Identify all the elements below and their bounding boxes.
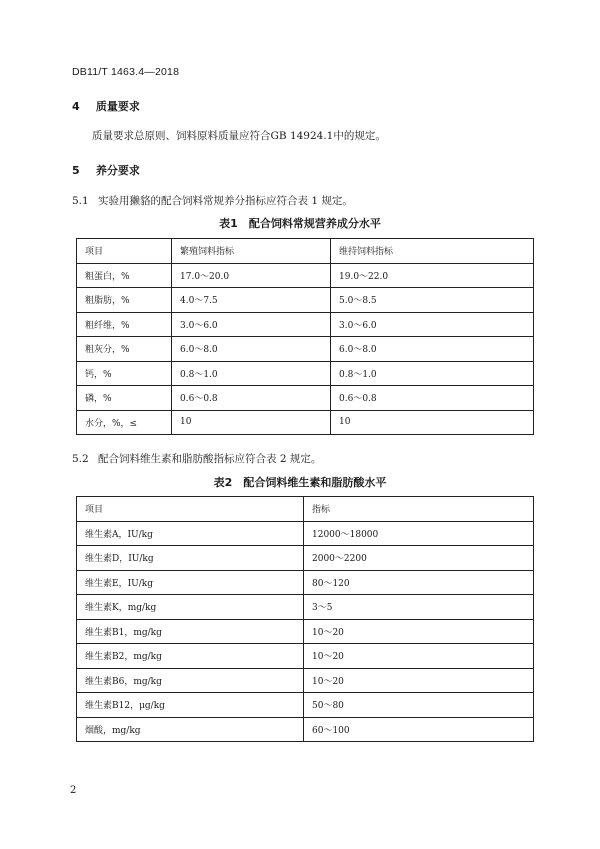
table-cell: 维生素D，IU/kg	[77, 546, 304, 571]
table-row	[77, 263, 534, 288]
header-cell: 项目	[77, 239, 172, 264]
table-cell: 粗脂肪，%	[77, 288, 172, 313]
table-cell: 3～5	[304, 595, 534, 620]
clause-number: 5.2	[72, 453, 89, 465]
table-cell: 6.0～8.0	[172, 337, 331, 362]
table-cell: 烟酸，mg/kg	[77, 717, 304, 742]
table-cell: 10～20	[304, 619, 534, 644]
table-cell: 80～120	[304, 570, 534, 595]
table-cell: 维生素E，IU/kg	[77, 570, 304, 595]
header-cell: 指标	[304, 497, 534, 522]
header-cell: 项目	[77, 497, 304, 522]
table-cell: 0.6～0.8	[172, 386, 331, 411]
table-cell: 10～20	[304, 644, 534, 669]
quality-paragraph: 质量要求总原则、饲料原料质量应符合GB 14924.1中的规定。	[92, 130, 386, 142]
table-header-row	[77, 239, 534, 264]
section-4-heading	[72, 98, 140, 114]
table-cell: 粗纤维，%	[77, 312, 172, 337]
table-cell: 17.0～20.0	[172, 263, 331, 288]
table-row	[77, 288, 534, 313]
table-cell: 0.8～1.0	[331, 361, 534, 386]
table-cell: 0.6～0.8	[331, 386, 534, 411]
section-number: 5	[72, 164, 80, 177]
table-row	[77, 570, 534, 595]
table-1-caption: 表1 配合饲料常规营养成分水平	[219, 217, 381, 230]
table-cell: 3.0～6.0	[331, 312, 534, 337]
clause-text: 配合饲料维生素和脂肪酸指标应符合表 2 规定。	[98, 453, 322, 465]
table-cell: 3.0～6.0	[172, 312, 331, 337]
section-title: 质量要求	[95, 100, 140, 113]
table-cell: 0.8～1.0	[172, 361, 331, 386]
table-row	[77, 386, 534, 411]
table-cell: 10	[331, 410, 534, 435]
table-cell: 粗蛋白，%	[77, 263, 172, 288]
table-cell: 50～80	[304, 693, 534, 718]
table-cell: 19.0～22.0	[331, 263, 534, 288]
table-cell: 维生素B2，mg/kg	[77, 644, 304, 669]
table-row	[77, 521, 534, 546]
section-title: 养分要求	[95, 164, 140, 177]
table-row	[77, 668, 534, 693]
section-5-heading	[72, 162, 140, 178]
table-cell: 10	[172, 410, 331, 435]
table-cell: 维生素B12，μg/kg	[77, 693, 304, 718]
table-row	[77, 717, 534, 742]
table-cell: 10～20	[304, 668, 534, 693]
clause-text: 实验用獭貉的配合饲料常规养分指标应符合表 1 规定。	[98, 195, 353, 207]
table-cell: 维生素K，mg/kg	[77, 595, 304, 620]
header-cell: 繁殖饲料指标	[172, 239, 331, 264]
table-cell: 60～100	[304, 717, 534, 742]
table-cell: 4.0～7.5	[172, 288, 331, 313]
table-1	[76, 238, 534, 435]
table-row	[77, 619, 534, 644]
table-row	[77, 312, 534, 337]
table-cell: 维生素B1，mg/kg	[77, 619, 304, 644]
table-row	[77, 546, 534, 571]
table-cell: 12000～18000	[304, 521, 534, 546]
table-cell: 粗灰分，%	[77, 337, 172, 362]
table-cell: 维生素B6，mg/kg	[77, 668, 304, 693]
table-row	[77, 693, 534, 718]
header-cell: 维持饲料指标	[331, 239, 534, 264]
table-row	[77, 361, 534, 386]
table-cell: 5.0～8.5	[331, 288, 534, 313]
table-row	[77, 337, 534, 362]
table-cell: 维生素A，IU/kg	[77, 521, 304, 546]
clause-5-2	[72, 451, 321, 466]
table-header-row	[77, 497, 534, 522]
clause-number: 5.1	[72, 195, 89, 207]
page-number: 2	[70, 785, 77, 796]
table-cell: 钙，%	[77, 361, 172, 386]
table-cell: 6.0～8.0	[331, 337, 534, 362]
table-row	[77, 595, 534, 620]
table-cell: 水分，%，≤	[77, 410, 172, 435]
document-id: DB11/T 1463.4—2018	[72, 66, 180, 78]
table-cell: 2000～2200	[304, 546, 534, 571]
table-2	[76, 496, 534, 742]
table-2-caption: 表2 配合饲料维生素和脂肪酸水平	[213, 476, 387, 489]
table-row	[77, 644, 534, 669]
table-row	[77, 410, 534, 435]
table-cell: 磷，%	[77, 386, 172, 411]
clause-5-1	[72, 193, 353, 208]
section-number: 4	[72, 100, 80, 113]
